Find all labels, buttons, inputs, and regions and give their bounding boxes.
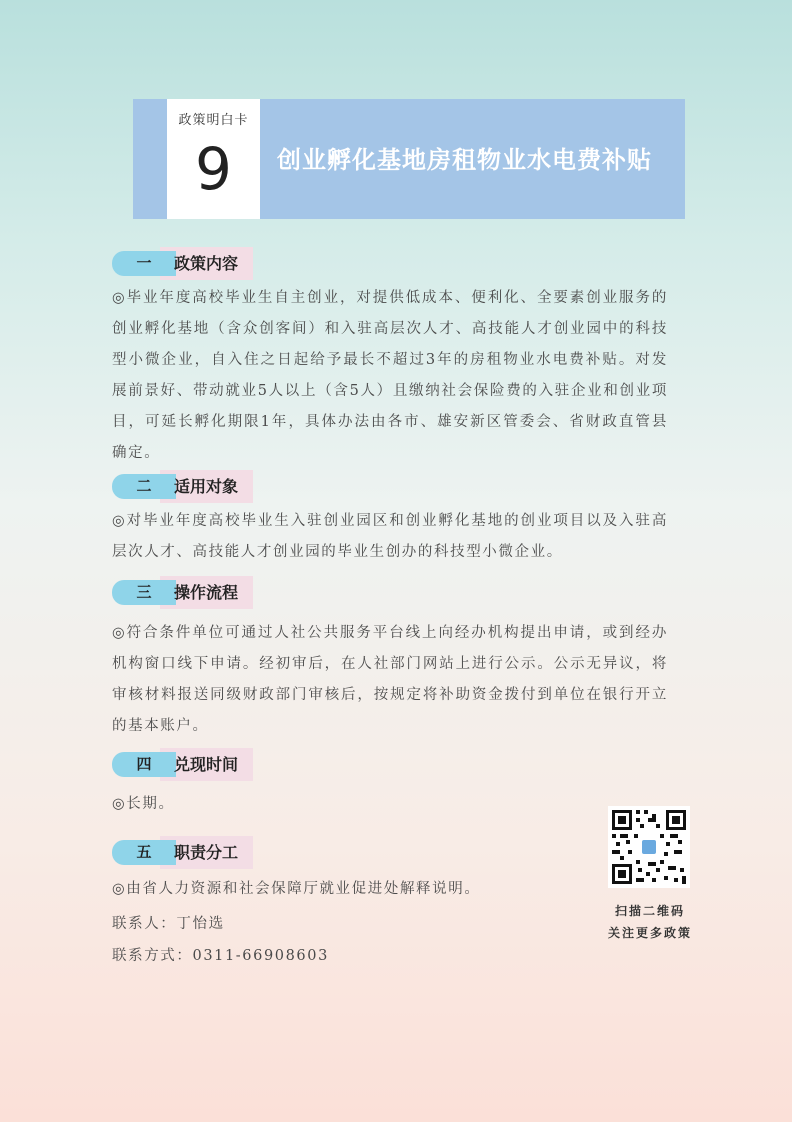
section-title: 政策内容	[174, 254, 239, 273]
page-title: 创业孵化基地房租物业水电费补贴	[277, 145, 652, 174]
section-title: 操作流程	[174, 583, 239, 602]
section-number: 四	[112, 752, 176, 777]
section-number: 三	[112, 580, 176, 605]
policy-card-badge	[167, 99, 260, 219]
qr-caption	[598, 900, 702, 944]
section-body-content: ◎毕业年度高校毕业生自主创业，对提供低成本、便利化、全要素创业服务的创业孵化基地（含众创客间）和入驻高层次人才、高技能人才创业园中的科技型小微企业，自入住之日起给予最长不超过3年的房租物业水电费补贴。对发展前景好、带动就业5人以上（含5人）且缴纳社会保险费的入驻企业和创业项目，可延长孵化期限1年，具体办法由各市、雄安新区管委会、省财政直管县确定。	[112, 290, 668, 461]
section-body-timing: ◎长期。	[112, 796, 175, 812]
section-title: 兑现时间	[174, 755, 239, 774]
qr-code[interactable]	[608, 806, 690, 888]
section-body-procedure: ◎符合条件单位可通过人社公共服务平台线上向经办机构提出申请，或到经办机构窗口线下申请。经初审后，在人社部门网站上进行公示。公示无异议，将审核材料报送同级财政部门审核后，按规定将补助资金拨付到单位在银行开立的基本账户。	[112, 625, 668, 734]
section-header-procedure	[112, 576, 253, 609]
card-number: 9	[195, 135, 232, 203]
section-number: 二	[112, 474, 176, 499]
qr-caption-line2: 关注更多政策	[607, 926, 692, 940]
contact-phone: 联系方式：0311-66908603	[112, 948, 329, 964]
contact-person: 联系人：丁怡选	[112, 916, 225, 932]
section-number: 一	[112, 251, 176, 276]
qr-caption-line1: 扫描二维码	[614, 904, 685, 918]
card-label: 政策明白卡	[178, 113, 249, 128]
section-header-responsibility	[112, 836, 253, 869]
section-title: 职责分工	[174, 843, 239, 862]
section-header-timing	[112, 748, 253, 781]
section-title: 适用对象	[174, 477, 239, 496]
section-header-eligibility	[112, 470, 253, 503]
section-header-content	[112, 247, 253, 280]
section-body-eligibility: ◎对毕业年度高校毕业生入驻创业园区和创业孵化基地的创业项目以及入驻高层次人才、高技能人才创业园的毕业生创办的科技型小微企业。	[112, 513, 668, 560]
section-body-responsibility: ◎由省人力资源和社会保障厅就业促进处解释说明。	[112, 881, 481, 897]
section-number: 五	[112, 840, 176, 865]
